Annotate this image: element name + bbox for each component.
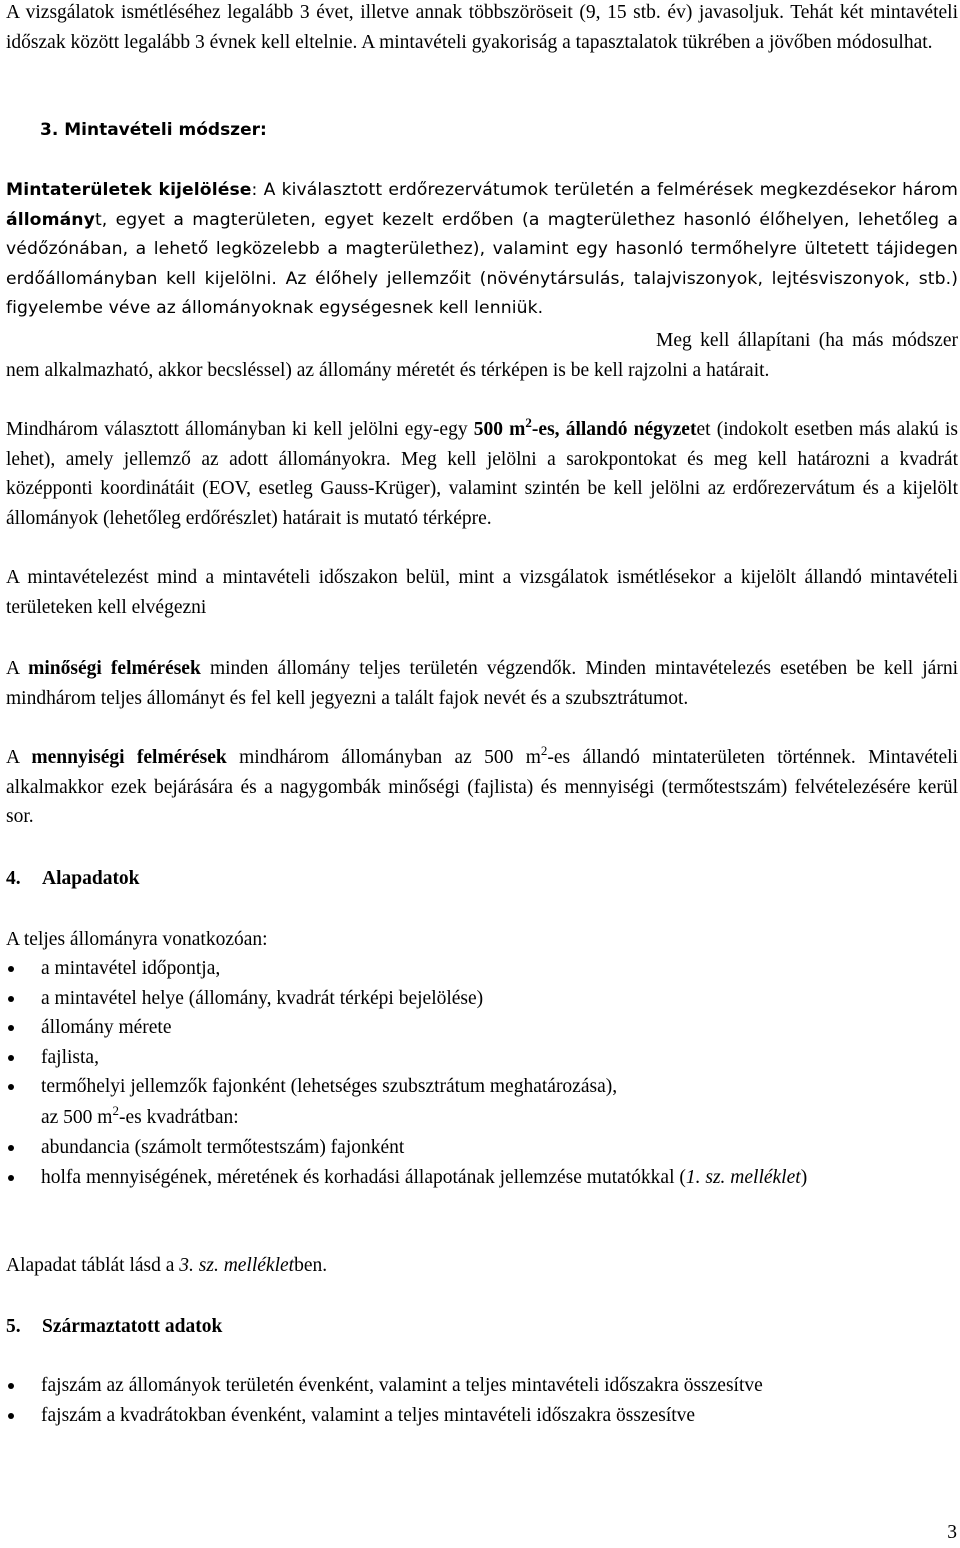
list-item: fajlista, [6, 1043, 958, 1073]
list-item: abundancia (számolt termőtestszám) fajonként [6, 1133, 958, 1163]
section4-heading [6, 864, 958, 894]
section3-paragraph-1 [6, 176, 958, 324]
list-item: állomány mérete [6, 1013, 958, 1043]
section3-paragraph-5: A mennyiségi felmérések mindhárom állományban az 500 $m^2-es$ állandó mintaterületen történnek. Mintavételi alkalmakkor ezek bejárására és a nagygombák minőségi (fajlista) és mennyiségi (termőtestszám) felvételezésére kerül sor. [6, 743, 958, 828]
page-number: 3 [947, 1522, 957, 1543]
section4-note: Alapadat táblát lásd a 3. sz. mellékletben. [6, 1255, 328, 1276]
section3-p3-block [6, 563, 958, 622]
section4-list-block [6, 954, 958, 1102]
section3-paragraph-2 [6, 415, 958, 533]
section3-p5-block [6, 743, 958, 832]
p1-bold-term: Mintaterületek kijelölése [6, 180, 252, 200]
list-item: fajszám az állományok területén évenként, valamint a teljes mintavételi időszakra összesítve [6, 1371, 958, 1401]
section4-list2-block [6, 1133, 958, 1192]
section5-title: Származtatott adatok [42, 1316, 223, 1337]
list-item: termőhelyi jellemzők fajonként (lehetséges szubsztrátum meghatározása), [6, 1072, 958, 1102]
section3-paragraph-4: A minőségi felmérések minden állomány teljes területén végzendők. Minden mintavételezés esetében be kell járni mindhárom teljes állományt és fel kell jegyezni a talált fajok nevét és a szubsztrátumot. [6, 658, 958, 709]
list-item: a mintavétel időpontja, [6, 954, 958, 984]
section5-heading [6, 1312, 958, 1342]
section3-paragraph-1b [6, 326, 958, 385]
section5-number: 5. [6, 1316, 21, 1337]
section3-heading [6, 116, 958, 146]
section3-title: Mintavételi módszer: [64, 120, 267, 140]
section5-list [6, 1371, 958, 1430]
section5-list-block [6, 1371, 958, 1430]
p4-bold-term: minőségi felmérések [28, 658, 201, 679]
section3-p4-block [6, 654, 958, 713]
annex-reference: 1. sz. melléklet [685, 1166, 801, 1188]
section4-number: 4. [6, 868, 21, 889]
annex-reference: 3. sz. melléklet [179, 1255, 295, 1276]
section4-lead-block [6, 925, 958, 955]
p2-text-2: et (indokolt esetben más alakú is lehet), amely jellemző az adott állományokra. Meg kell jelölni a sarokpontokat és meg kell határozni a kvadrát középponti koordinátáit (EOV, esetleg Gauss-Krüger), valamint szintén be kell jelölni az erdőrezervátum és a kijelölt állományok (lehetőleg erdőrészlet) határait is mutató térképre. [6, 419, 958, 529]
list-item: holfa mennyiségének, méretének és korhadási állapotának jellemzése mutatókkal (1. sz. melléklet) [6, 1163, 958, 1193]
section4-list [6, 954, 958, 1102]
section4-title: Alapadatok [42, 868, 140, 889]
section4-list-2 [6, 1133, 958, 1192]
p1-text-3: Meg kell állapítani (ha más módszer nem alkalmazható, akkor becsléssel) az állomány méretét és térképen is be kell rajzolni a határait. [6, 330, 958, 381]
p5-bold-term: mennyiségi felmérések [31, 747, 227, 768]
p1-text-1: : A kiválasztott erdőrezervátumok területén a felmérések megkezdésekor három [251, 180, 958, 200]
section4-sublead-block [6, 1103, 960, 1133]
section3-p1b-block [6, 326, 958, 385]
section3-p2-block [6, 415, 958, 533]
intro-paragraph: A vizsgálatok ismétléséhez legalább 3 évet, illetve annak többszöröseit (9, 15 stb. év) javasoljuk. Tehát két mintavételi időszak között legalább 3 évnek kell eltelnie. A mintavételi gyakoriság a tapasztalatok tükrében a jövőben módosulhat. [6, 2, 958, 53]
section3-number: 3. [40, 120, 59, 140]
list-item: a mintavétel helye (állomány, kvadrát térképi bejelölése) [6, 984, 958, 1014]
section4-sublead: az 500 $m^2-es$ kvadrátban: [41, 1103, 239, 1128]
section4-heading-block [6, 864, 958, 894]
section5-heading-block [6, 1312, 958, 1342]
section3-paragraph-3: A mintavételezést mind a mintavételi időszakon belül, mint a vizsgálatok ismétlésekor a kijelölt állandó mintavételi területeken kell elvégezni [6, 567, 958, 618]
intro-block [6, 0, 958, 57]
section3-p1-block [6, 176, 958, 324]
section4-lead: A teljes állományra vonatkozóan: [6, 929, 268, 950]
p1-bold-allomany: állomány [6, 209, 95, 230]
p2-text-1: Mindhárom választott állományban ki kell jelölni egy-egy [6, 419, 474, 440]
section3-heading-block [6, 116, 958, 146]
section4-note-block [6, 1251, 958, 1281]
list-item: fajszám a kvadrátokban évenként, valamint a teljes mintavételi időszakra összesítve [6, 1401, 958, 1431]
p2-bold-size: 500 $m^2-es$, állandó négyzet [473, 415, 697, 440]
p1-text-2: t, egyet a magterületen, egyet kezelt erdőben (a magterülethez hasonló élőhelyen, lehetőleg a védőzónában, a lehető legközelebb a magterülethez), valamint egy hasonló termőhelyre ültetett tájidegen erdőállományban kell kijelölni. Az élőhely jellemzőit (növénytársulás, talajviszonyok, lejtésviszonyok, stb.) figyelembe véve az állományoknak egységesnek kell lenniük. [6, 209, 958, 319]
